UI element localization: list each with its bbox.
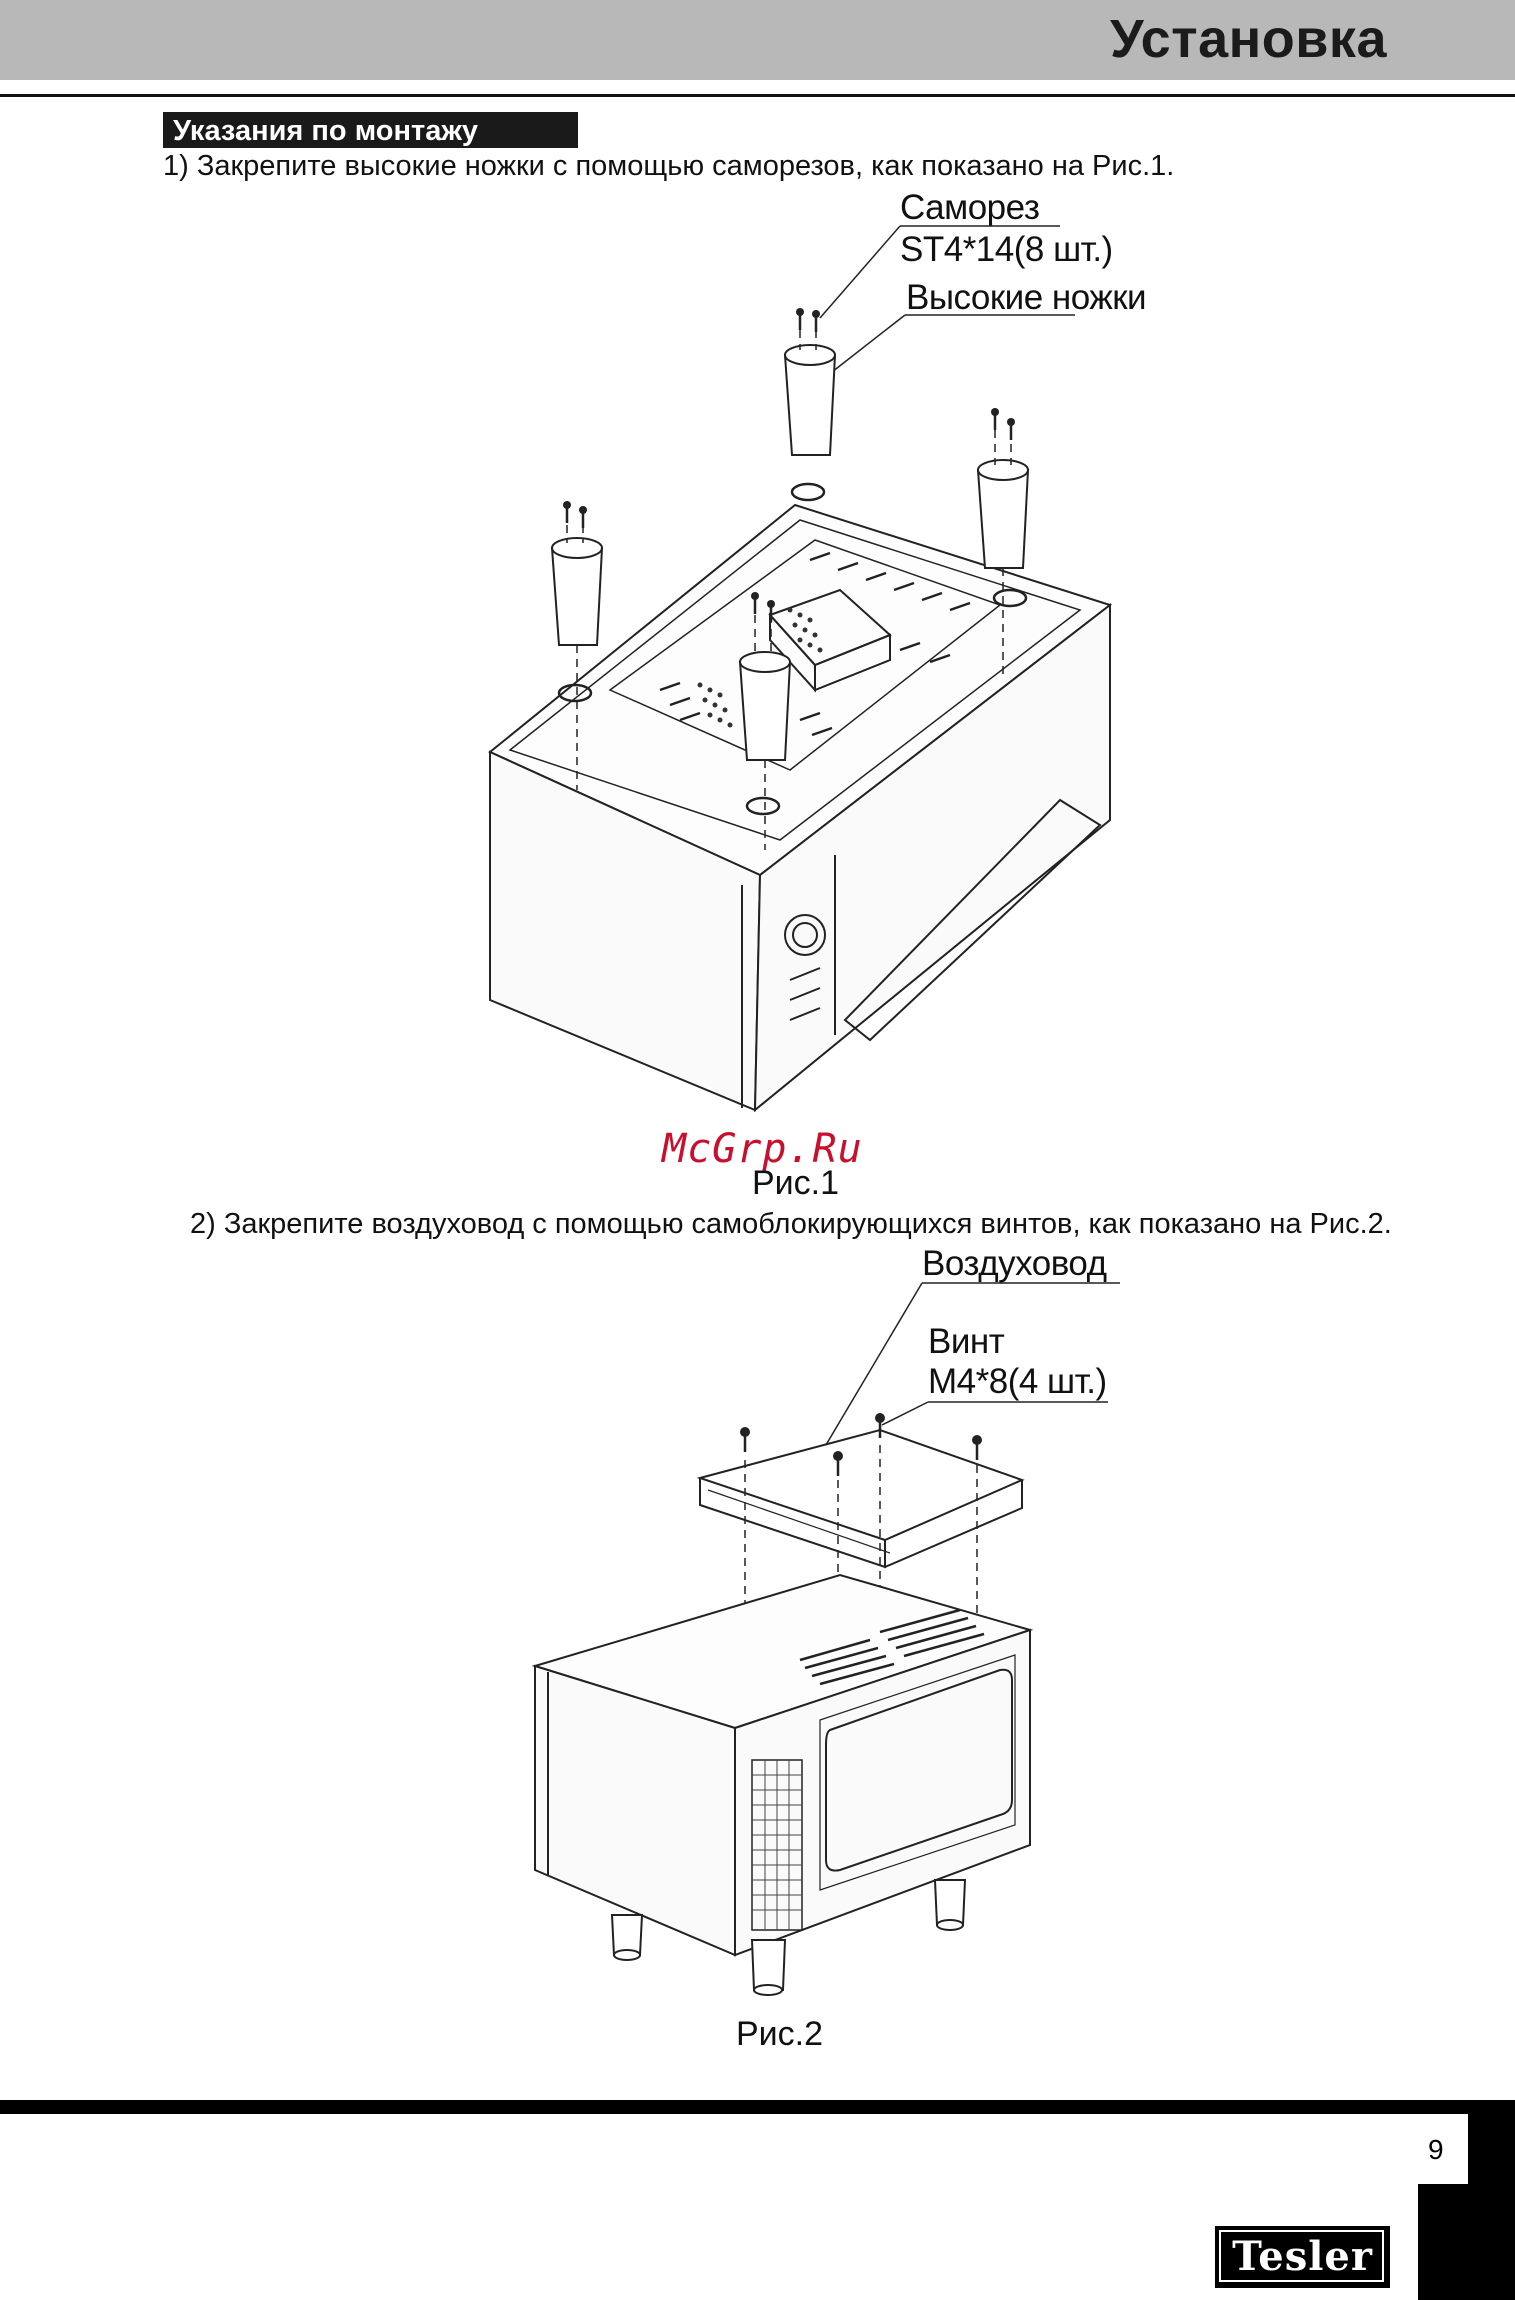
figure-2-drawing bbox=[0, 1180, 1515, 2000]
callout-legs: Высокие ножки bbox=[906, 278, 1147, 317]
figure-2-caption: Рис.2 bbox=[736, 2015, 824, 2053]
brand-logo-border bbox=[1219, 2230, 1384, 2282]
footer-rule bbox=[0, 2100, 1418, 2114]
watermark: McGrp.Ru bbox=[662, 1126, 863, 1172]
callout-screw-spec-2: M4*8(4 шт.) bbox=[928, 1362, 1107, 1401]
page-title: Установка bbox=[1109, 9, 1387, 69]
brand-logo: Tesler bbox=[1215, 2226, 1390, 2288]
callout-screw-name-2: Винт bbox=[928, 1322, 1005, 1361]
section-heading: Указания по монтажу bbox=[163, 112, 578, 148]
step-1-text: 1) Закрепите высокие ножки с помощью саморезов, как показано на Рис.1. bbox=[163, 150, 1175, 182]
callout-screw-name: Саморез bbox=[900, 188, 1040, 227]
callout-screw-spec: ST4*14(8 шт.) bbox=[900, 230, 1113, 269]
figure-1-caption: Рис.1 bbox=[752, 1164, 840, 1202]
page-number: 9 bbox=[1428, 2134, 1444, 2165]
step-2-text: 2) Закрепите воздуховод с помощью самоблокирующихся винтов, как показано на Рис.2. bbox=[190, 1208, 1392, 1240]
callout-duct: Воздуховод bbox=[922, 1244, 1107, 1283]
